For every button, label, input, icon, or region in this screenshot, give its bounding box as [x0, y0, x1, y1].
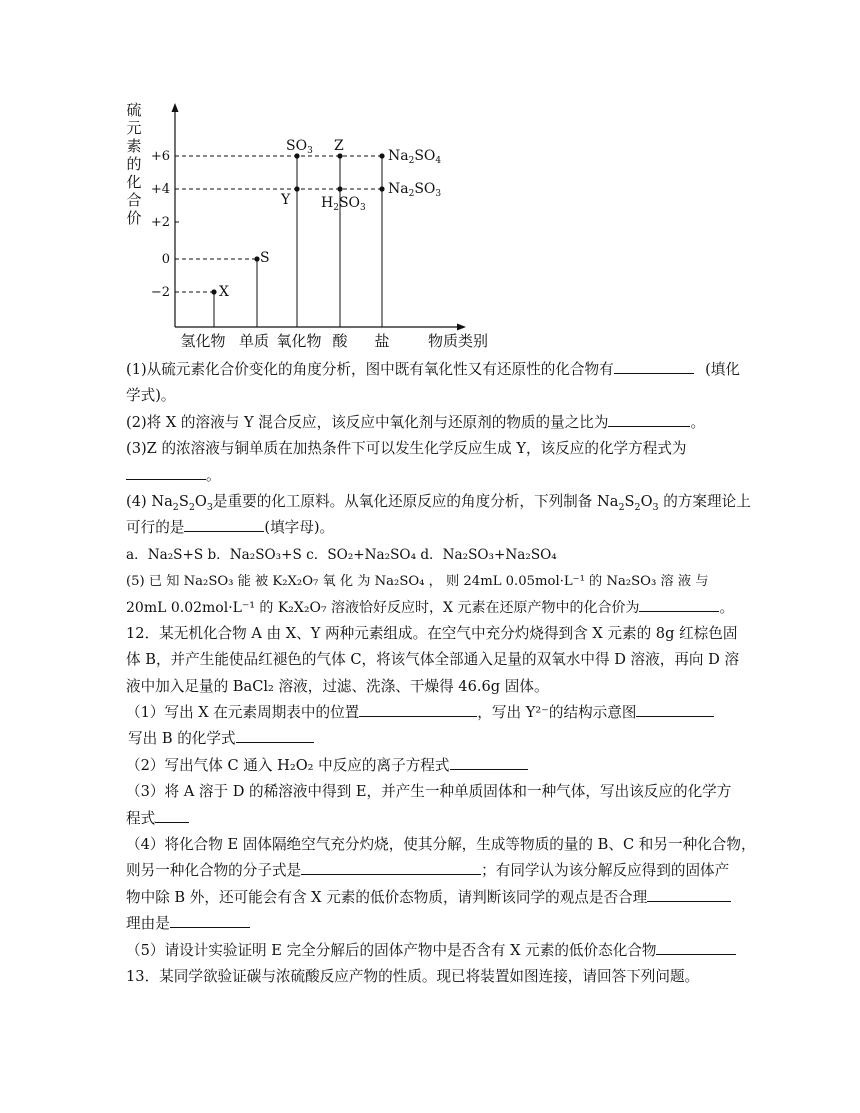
q3-line2: 。	[126, 463, 740, 489]
answer-blank[interactable]	[639, 595, 719, 612]
svg-text:+2: +2	[150, 215, 170, 230]
label-z: Z	[334, 138, 344, 154]
q1-line1: (1)从硫元素化合价变化的角度分析，图中既有氧化性又有还原性的化合物有 (填化	[126, 357, 740, 383]
svg-text:的: 的	[126, 155, 142, 173]
label-na2so4: $Na_2SO_4$	[388, 148, 442, 166]
p12-q4-line2: 则另一种化合物的分子式是 ；有同学认为该分解反应得到的固体产	[126, 858, 740, 884]
p12-q4-line3: 物中除 B 外，还可能会有含 X 元素的低价态物质，请判断该同学的观点是否合理	[126, 885, 740, 911]
valence-category-diagram	[120, 95, 510, 355]
p12-q1-line2: 写出 B 的化学式	[126, 726, 740, 752]
svg-text:0: 0	[161, 252, 170, 267]
q4-options: a．Na₂S+S b．Na₂SO₃+S c．SO₂+Na₂SO₄ d．Na₂SO₃+Na₂SO₄	[126, 546, 557, 563]
svg-text:元: 元	[126, 119, 142, 137]
answer-blank[interactable]	[155, 806, 189, 823]
answer-blank[interactable]	[647, 885, 731, 902]
svg-text:素: 素	[126, 137, 142, 155]
answer-blank[interactable]	[236, 726, 314, 743]
answer-blank[interactable]	[170, 911, 250, 928]
x-axis-arrow	[457, 324, 466, 331]
p12-q2-line: （2）写出气体 C 通入 H₂O₂ 中反应的离子方程式	[126, 753, 740, 779]
svg-text:价: 价	[126, 209, 142, 227]
answer-blank[interactable]	[359, 700, 477, 717]
q2-line: (2)将 X 的溶液与 Y 混合反应，该反应中氧化剂与还原剂的物质的量之比为 。	[126, 410, 740, 436]
point-labels	[219, 138, 441, 300]
q4-line2: 可行的是 (填字母)。	[126, 515, 740, 541]
answer-blank[interactable]	[656, 938, 736, 955]
svg-text:+4: +4	[150, 182, 170, 197]
q1-line2: 学式)。	[126, 387, 176, 405]
svg-text:−2: −2	[150, 285, 170, 300]
p12-q5-line: （5）请设计实验证明 E 完全分解后的固体产物中是否含有 X 元素的低价态化合物	[126, 938, 740, 964]
p12-line2: 体 B，并产生能使品红褪色的气体 C，将该气体全部通入足量的双氧水中得 D 溶液，再向 D 溶	[126, 651, 740, 669]
y-tick-labels	[151, 149, 170, 300]
svg-text:酸: 酸	[332, 332, 348, 350]
svg-text:化: 化	[126, 173, 142, 191]
x-category-labels	[180, 332, 389, 350]
svg-text:盐: 盐	[374, 332, 390, 350]
p12-q4-line1: （4）将化合物 E 固体隔绝空气充分灼烧，使其分解，生成等物质的量的 B、C 和另一种化合物，	[126, 836, 756, 854]
svg-text:单质: 单质	[238, 332, 270, 350]
label-x: X	[219, 284, 229, 300]
answer-blank[interactable]	[608, 410, 690, 427]
p12-q3-line1: （3）将 A 溶于 D 的稀溶液中得到 E，并产生一种单质固体和一种气体，写出该反应的化学方	[126, 783, 732, 801]
p13-line: 13．某同学欲验证碳与浓硫酸反应产物的性质。现已将装置如图连接，请回答下列问题。	[126, 967, 700, 985]
dashed-guides	[175, 156, 382, 292]
answer-blank[interactable]	[184, 515, 264, 532]
answer-blank[interactable]	[614, 357, 694, 374]
svg-text:氢化物: 氢化物	[180, 332, 226, 350]
label-h2so3: $H_2SO_3$	[321, 195, 366, 213]
label-y: Y	[281, 192, 291, 208]
svg-text:硫: 硫	[126, 101, 142, 119]
q3-line1: (3)Z 的浓溶液与铜单质在加热条件下可以发生化学反应生成 Y，该反应的化学方程式为	[126, 440, 687, 458]
answer-blank[interactable]	[126, 463, 206, 480]
data-points	[211, 153, 384, 294]
answer-blank[interactable]	[450, 753, 528, 770]
p12-q4-line4: 理由是	[126, 911, 740, 937]
svg-text:+6: +6	[150, 149, 170, 164]
p12-q1-line1: （1）写出 X 在元素周期表中的位置 ，写出 Y²⁻的结构示意图	[126, 700, 740, 726]
p12-line1: 12．某无机化合物 A 由 X、Y 两种元素组成。在空气中充分灼烧得到含 X 元素的 8g 红棕色固	[126, 624, 738, 642]
svg-text:氧化物: 氧化物	[276, 332, 322, 350]
y-axis-label	[126, 101, 141, 227]
label-so3: $SO_3$	[286, 138, 313, 156]
q4-line1: (4) $Na_2S_2O_3$是重要的化工原料。从氧化还原反应的角度分析，下列制备 $Na_2S_2O_3$ 的方案理论上	[126, 492, 751, 513]
label-s: S	[260, 250, 270, 266]
answer-blank[interactable]	[636, 700, 714, 717]
category-verticals	[214, 156, 382, 327]
question-text	[126, 357, 756, 990]
y-axis-arrow	[172, 103, 179, 112]
svg-text:合: 合	[126, 191, 142, 209]
label-na2so3: $Na_2SO_3$	[388, 181, 442, 199]
x-axis-label: 物质类别	[427, 332, 489, 350]
p12-q3-line2: 程式	[126, 806, 740, 832]
p12-line3: 液中加入足量的 BaCl₂ 溶液，过滤、洗涤、干燥得 46.6g 固体。	[126, 677, 549, 695]
q5-line1: (5) 已 知 Na₂SO₃ 能 被 K₂X₂O₇ 氧 化 为 Na₂SO₄ ， 则 24mL 0.05mol·L⁻¹ 的 Na₂SO₃ 溶 液 与	[126, 574, 709, 590]
q5-line2: 20mL 0.02mol·L⁻¹ 的 K₂X₂O₇ 溶液恰好反应时，X 元素在还原产物中的化合价为 。	[126, 595, 740, 621]
answer-blank[interactable]	[301, 858, 481, 875]
